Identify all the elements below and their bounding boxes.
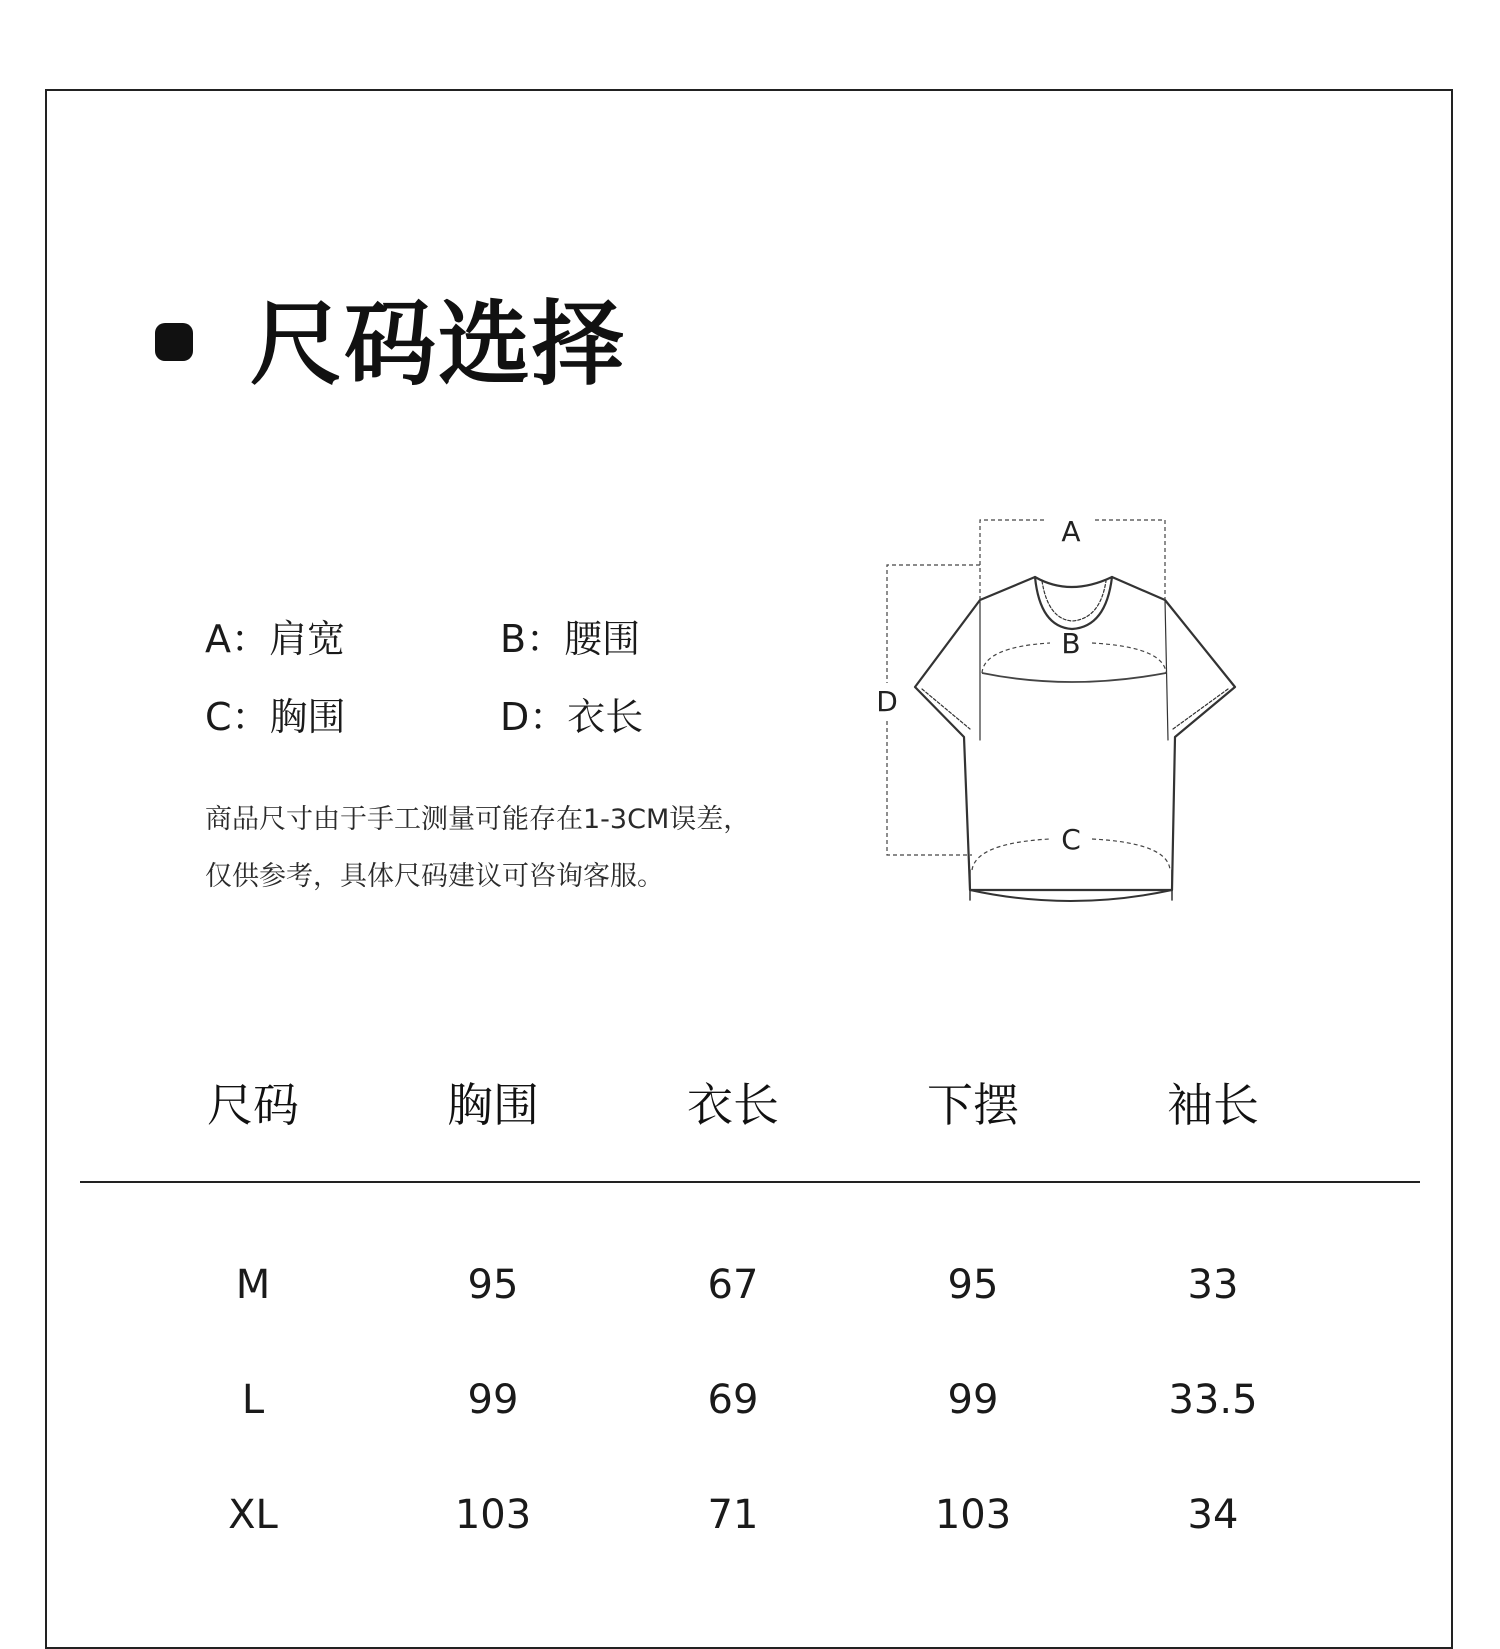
diagram-label-d: D	[876, 685, 898, 718]
table-divider	[80, 1181, 1420, 1183]
diagram-label-b: B	[1061, 627, 1081, 660]
table-cell: 67	[707, 1262, 759, 1308]
legend-label: 肩宽	[269, 617, 346, 661]
table-cell: 69	[707, 1377, 759, 1423]
measurement-note-line1: 商品尺寸由于手工测量可能存在1-3CM误差，	[205, 804, 751, 835]
table-cell: 33	[1187, 1262, 1239, 1308]
legend-label: 胸围	[269, 695, 346, 739]
title-bullet-icon	[155, 323, 193, 361]
table-cell: L	[241, 1377, 265, 1423]
table-cell: M	[235, 1262, 271, 1308]
legend-key: A：	[205, 617, 269, 661]
table-header-size: 尺码	[207, 1078, 299, 1132]
legend-item-d	[500, 693, 643, 741]
tshirt-diagram-icon	[876, 515, 1240, 905]
table-cell: 95	[947, 1262, 999, 1308]
legend-key: D：	[500, 695, 568, 739]
diagram-label-a: A	[1061, 515, 1081, 548]
table-header-chest: 胸围	[447, 1078, 539, 1132]
table-header-sleeve: 袖长	[1167, 1078, 1259, 1132]
page-title: 尺码选择	[250, 291, 627, 398]
diagram-label-c: C	[1061, 823, 1081, 856]
legend-item-b	[500, 615, 640, 663]
table-cell: XL	[228, 1492, 278, 1538]
table-cell: 33.5	[1168, 1377, 1258, 1423]
legend-item-a	[205, 615, 345, 663]
measurement-note-line2: 仅供参考，具体尺码建议可咨询客服。	[205, 861, 664, 892]
table-header-hem: 下摆	[927, 1078, 1019, 1132]
legend-label: 衣长	[567, 695, 644, 739]
table-header-length: 衣长	[687, 1078, 779, 1132]
legend-label: 腰围	[564, 617, 641, 661]
table-cell: 95	[467, 1262, 519, 1308]
table-cell: 71	[707, 1492, 759, 1538]
legend-key: C：	[205, 695, 270, 739]
table-cell: 103	[934, 1492, 1012, 1538]
table-cell: 99	[467, 1377, 519, 1423]
table-cell: 99	[947, 1377, 999, 1423]
legend-key: B：	[500, 617, 565, 661]
table-cell: 103	[454, 1492, 532, 1538]
table-cell: 34	[1187, 1492, 1239, 1538]
legend-item-c	[205, 693, 346, 741]
